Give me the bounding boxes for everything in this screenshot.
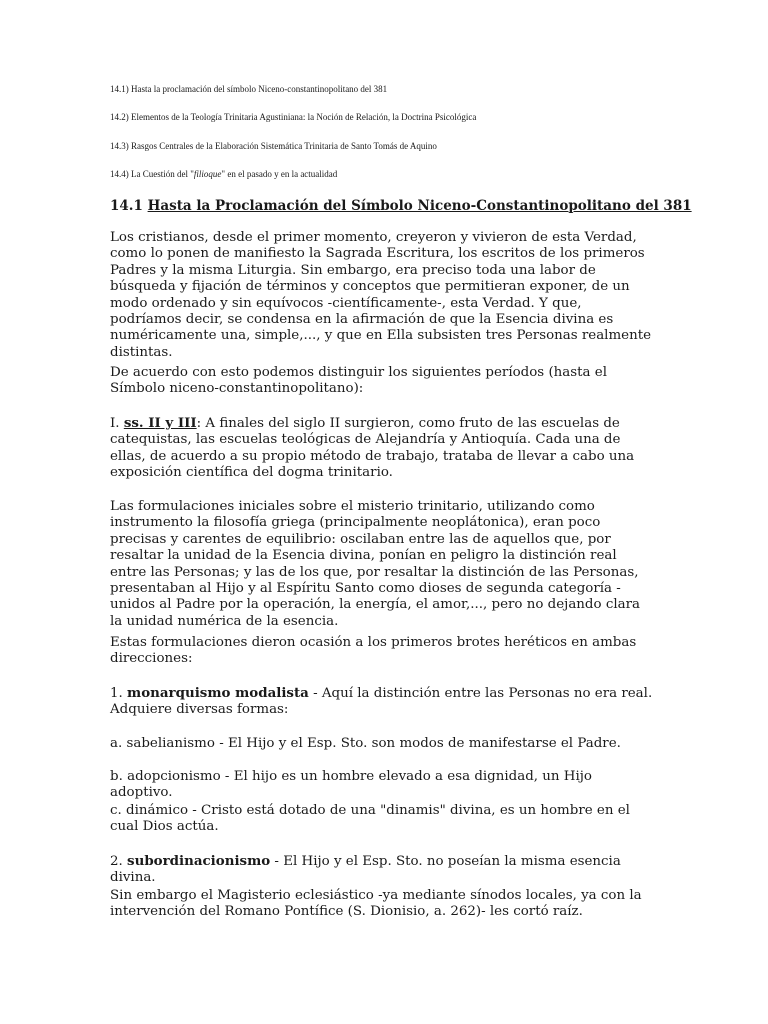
toc-item-14-2[interactable]: 14.2) Elementos de la Teología Trinitaria Agustiniana: la Noción de Relación, la Doctrina Psicológica <box>110 112 477 122</box>
period-one-text: : A finales del siglo II surgieron, como fruto de las escuelas de catequistas, las escuelas teológicas de Alejandría y Antioquía. Cada una de ellas, de acuerdo a su propio método de trabajo, trataba de llevar a cabo una exposición científica del dogma trinitario. <box>110 416 635 481</box>
toc-item-14-1[interactable]: 14.1) Hasta la proclamación del símbolo Niceno-constantinopolitano del 381 <box>110 84 388 94</box>
toc-item-14-3[interactable]: 14.3) Rasgos Centrales de la Elaboración Sistemática Trinitaria de Santo Tomás de Aquino <box>110 141 437 151</box>
toc-item-14-4-italic: filioque <box>193 169 222 179</box>
modalism-term: monarquismo modalista <box>127 685 309 701</box>
toc-item-14-4-suffix: " en el pasado y en la actualidad <box>221 169 338 179</box>
section-heading <box>110 197 692 215</box>
paragraph-sabellianism: a. sabelianismo - El Hijo y el Esp. Sto. son modos de manifestarse el Padre. <box>110 736 621 751</box>
subordinationism-number: 2. <box>110 854 128 869</box>
paragraph-subordinationism <box>110 853 655 887</box>
paragraph-periods: De acuerdo con esto podemos distinguir los siguientes períodos (hasta el Símbolo niceno-constantinopolitano): <box>110 365 607 397</box>
paragraph-formulations: Las formulaciones iniciales sobre el misterio trinitario, utilizando como instrumento la filosofía griega (principalmente neoplátonica), eran poco precisas y carentes de equilibrio: oscilaban entre las de aquellos que, por resaltar la unidad de la Esencia divina, ponían en peligro la distinción real entre las Personas; y las de los que, por resaltar la distinción de las Personas, presentaban al Hijo y al Espíritu Santo como dioses de segunda categoría -unidos al Padre por la operación, la energía, el amor,..., pero no dejando clara la unidad numérica de la esencia. <box>110 499 640 629</box>
paragraph-modalism <box>110 685 655 719</box>
paragraph-heresies: Estas formulaciones dieron ocasión a los primeros brotes heréticos en ambas direcciones: <box>110 635 637 667</box>
section-number: 14.1 <box>110 198 143 214</box>
paragraph-dynamic: c. dinámico - Cristo está dotado de una "dinamis" divina, es un hombre en el cual Dios actúa. <box>110 803 630 835</box>
modalism-number: 1. <box>110 686 128 701</box>
period-one-term: ss. II y III <box>123 415 197 431</box>
period-one-number: I. <box>110 416 124 431</box>
paragraph-period-one <box>110 415 655 482</box>
subordinationism-text: - El Hijo y el Esp. Sto. no poseían la misma esencia divina. <box>110 854 621 886</box>
toc-item-14-4-prefix: 14.4) La Cuestión del " <box>110 169 194 179</box>
modalism-text: - Aquí la distinción entre las Personas no era real. Adquiere diversas formas: <box>110 686 653 718</box>
subordinationism-term: subordinacionismo <box>127 853 271 869</box>
toc-item-14-4[interactable] <box>110 169 337 180</box>
paragraph-intro: Los cristianos, desde el primer momento, creyeron y vivieron de esta Verdad, como lo ponen de manifiesto la Sagrada Escritura, los escritos de los primeros Padres y la misma Liturgia. Sin embargo, era preciso toda una labor de búsqueda y fijación de términos y conceptos que permitieran exponer, de un modo ordenado y sin equívocos -científicamente-, esta Verdad. Y que, podríamos decir, se condensa en la afirmación de que la Esencia divina es numéricamente una, simple,..., y que en Ella subsisten tres Personas realmente distintas. <box>110 230 652 360</box>
paragraph-magisterium: Sin embargo el Magisterio eclesiástico -ya mediante sínodos locales, ya con la intervención del Romano Pontífice (S. Dionisio, a. 262)- les cortó raíz. <box>110 888 642 920</box>
paragraph-adoptionism: b. adopcionismo - El hijo es un hombre elevado a esa dignidad, un Hijo adoptivo. <box>110 769 592 801</box>
section-title: Hasta la Proclamación del Símbolo Niceno-Constantinopolitano del 381 <box>147 198 692 214</box>
